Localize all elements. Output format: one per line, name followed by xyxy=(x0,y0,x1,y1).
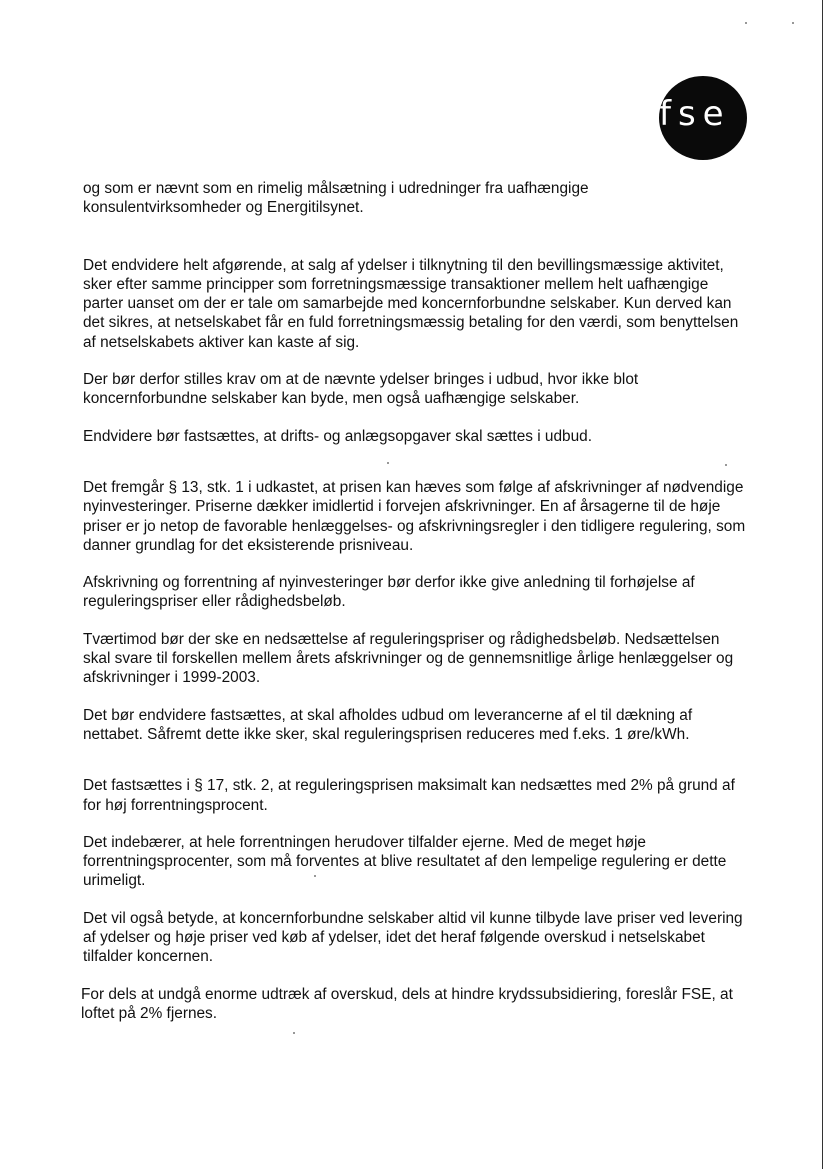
paragraph xyxy=(83,630,793,688)
paragraph xyxy=(83,706,793,745)
paragraph xyxy=(83,573,793,612)
text-line: Det bør endvidere fastsættes, at skal afholdes udbud om leverancerne af el til dækning af xyxy=(83,706,693,724)
text-line: loftet på 2% fjernes. xyxy=(81,1004,218,1022)
scan-speck xyxy=(725,464,727,466)
text-line: Det endvidere helt afgørende, at salg af ydelser i tilknytning til den bevillingsmæssige aktivitet, xyxy=(83,256,724,274)
text-line: skal svare til forskellen mellem årets afskrivninger og de gennemsnitlige årlige henlæggelser og xyxy=(83,650,734,668)
text-line: forrentningsprocenter, som må forventes at blive resultatet af den lempelige regulering er dette xyxy=(83,853,727,871)
text-line: og som er nævnt som en rimelig målsætning i udredninger fra uafhængige xyxy=(83,180,589,197)
text-line: sker efter samme principper som forretningsmæssige transaktioner mellem helt uafhængige xyxy=(83,275,709,293)
text-line: det sikres, at netselskabet får en fuld forretningsmæssig betaling for den værdi, som benyttelsen xyxy=(83,314,739,332)
text-line: Der bør derfor stilles krav om at de nævnte ydelser bringes i udbud, hvor ikke blot xyxy=(83,371,639,389)
text-line: Det vil også betyde, at koncernforbundne selskaber altid vil kunne tilbyde lave priser ved levering xyxy=(83,909,743,927)
text-line: danner grundlag for det eksisterende prisniveau. xyxy=(83,536,414,554)
scan-speck xyxy=(792,22,794,24)
text-line: nyinvesteringer. Priserne dækker imidlertid i forvejen afskrivninger. En af årsagerne til de høje xyxy=(83,498,721,516)
text-line: nettabet. Såfremt dette ikke sker, skal reguleringsprisen reduceres med f.eks. 1 øre/kWh. xyxy=(83,725,690,743)
text-line: koncernforbundne selskaber kan byde, men også uafhængige selskaber. xyxy=(83,390,580,408)
paragraph xyxy=(83,256,793,352)
text-line: afskrivninger i 1999-2003. xyxy=(83,669,261,687)
fse-logo xyxy=(659,76,747,160)
paragraph xyxy=(83,427,793,446)
text-line: priser er jo netop de favorable henlæggelses- og afskrivningsregler i den tidligere regulering, som xyxy=(83,517,746,535)
text-line: Afskrivning og forrentning af nyinvesteringer bør derfor ikke give anledning til forhøjelse af xyxy=(83,574,695,592)
text-line: Det fremgår § 13, stk. 1 i udkastet, at prisen kan hæves som følge af afskrivninger af nødvendige xyxy=(83,478,744,496)
text-line: af ydelser og høje priser ved køb af ydelser, idet det heraf følgende overskud i netselskabet xyxy=(83,929,705,947)
text-line: konsulentvirksomheder og Energitilsynet. xyxy=(83,199,364,217)
scan-speck xyxy=(745,22,747,24)
text-line: Det indebærer, at hele forrentningen herudover tilfalder ejerne. Med de meget høje xyxy=(83,833,646,851)
scan-speck xyxy=(387,462,389,464)
text-line: parter uanset om der er tale om samarbejde med koncernforbundne selskaber. Kun derved kan xyxy=(83,295,732,313)
scan-speck xyxy=(293,1032,295,1034)
paragraph xyxy=(81,985,793,1024)
fse-logo-text: fse xyxy=(659,94,731,134)
paragraph xyxy=(83,833,793,891)
text-line: Tværtimod bør der ske en nedsættelse af reguleringspriser og rådighedsbeløb. Nedsættelsen xyxy=(83,630,720,648)
text-line: tilfalder koncernen. xyxy=(83,948,214,966)
text-line: For dels at undgå enorme udtræk af overskud, dels at hindre krydssubsidiering, foreslår FSE, at xyxy=(81,985,733,1003)
page-edge-line xyxy=(822,0,823,1169)
paragraph xyxy=(83,909,793,967)
text-line: reguleringspriser eller rådighedsbeløb. xyxy=(83,593,346,611)
scan-speck xyxy=(314,875,316,877)
paragraph xyxy=(83,776,793,815)
paragraph xyxy=(83,478,793,555)
text-line: af netselskabets aktiver kan kaste af sig. xyxy=(83,333,360,351)
text-line: Det fastsættes i § 17, stk. 2, at reguleringsprisen maksimalt kan nedsættes med 2% på grund af xyxy=(83,777,735,795)
text-line: urimeligt. xyxy=(83,872,146,890)
text-line: Endvidere bør fastsættes, at drifts- og anlægsopgaver skal sættes i udbud. xyxy=(83,427,592,445)
paragraph xyxy=(83,370,793,409)
text-line: for høj forrentningsprocent. xyxy=(83,796,268,814)
document-body xyxy=(83,179,793,1023)
paragraph xyxy=(83,179,793,218)
